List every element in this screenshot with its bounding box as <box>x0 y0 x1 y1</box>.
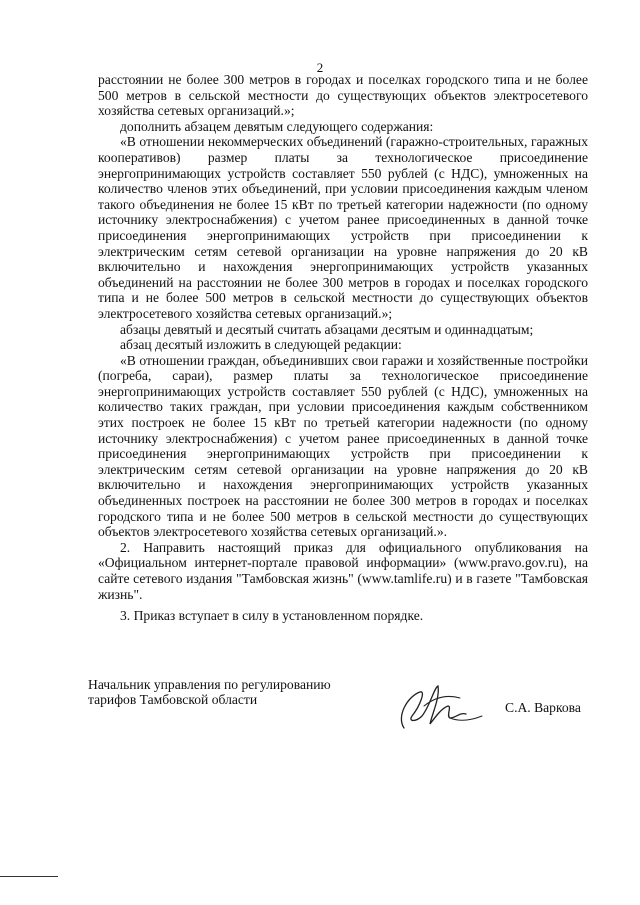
paragraph-4: абзацы девятый и десятый считать абзацами десятым и одиннадцатым; <box>120 321 534 337</box>
footer-divider <box>0 876 58 877</box>
paragraph-2: дополнить абзацем девятым следующего содержания: <box>120 118 434 134</box>
signer-name: С.А. Варкова <box>505 700 581 715</box>
paragraph-3: «В отношении некоммерческих объединений (гаражно-строительных, гаражных кооперативов) размер платы за технологическое присоединение энергопринимающих устройств составляет 550 рублей (с НДС), умноженных на количество членов этих объединений, при условии присоединения каждым членом такого объединения не более 15 кВт по третьей категории надежности (по одному источнику электроснабжения) с учетом ранее присоединенных в данной точке присоединения энергопринимающих устройств при присоединении к электрическим сетям сетевой организации на уровне напряжения до 20 кВ включительно и нахождения энергопринимающих устройств указанных объединений на расстоянии не более 300 метров в городах и поселках городского типа и не более 500 метров в сельской местности до существующих объектов электросетевого хозяйства сетевых организаций.»; <box>98 134 588 321</box>
signatory-title <box>88 677 331 707</box>
paragraph-8: 3. Приказ вступает в силу в установленном порядке. <box>120 608 424 624</box>
paragraph-7: 2. Направить настоящий приказ для официального опубликования на «Официальном интернет-портале правовой информации» (www.pravo.gov.ru), на сайте сетевого издания "Тамбовская жизнь" (www.tamlife.ru) и в газете "Тамбовская жизнь". <box>98 539 588 602</box>
document-body <box>98 72 588 624</box>
paragraph-1: расстоянии не более 300 метров в городах и поселках городского типа и не более 500 метров в сельской местности до существующих объектов электросетевого хозяйства сетевых организаций.»; <box>98 72 588 119</box>
paragraph-5: абзац десятый изложить в следующей редакции: <box>120 337 402 353</box>
signatory-title-line-2: тарифов Тамбовской области <box>88 692 258 707</box>
page-number: 2 <box>316 60 324 75</box>
handwritten-signature <box>390 676 486 738</box>
paragraph-6: «В отношении граждан, объединивших свои гаражи и хозяйственные постройки (погреба, сараи), размер платы за технологическое присоединение энергопринимающих устройств составляет 550 рублей (с НДС), умноженных на количество таких граждан, при условии присоединения каждым собственником этих построек не более 15 кВт по третьей категории надежности (по одному источнику электроснабжения) с учетом ранее присоединенных в данной точке присоединения энергопринимающих устройств при присоединении к электрическим сетям сетевой организации на уровне напряжения до 20 кВ включительно и нахождения энергопринимающих устройств указанных объединенных построек на расстоянии не более 300 метров в городах и поселках городского типа и не более 500 метров в сельской местности до существующих объектов электросетевого хозяйства сетевых организаций.». <box>98 352 588 540</box>
signatory-title-line-1: Начальник управления по регулированию <box>88 677 331 692</box>
